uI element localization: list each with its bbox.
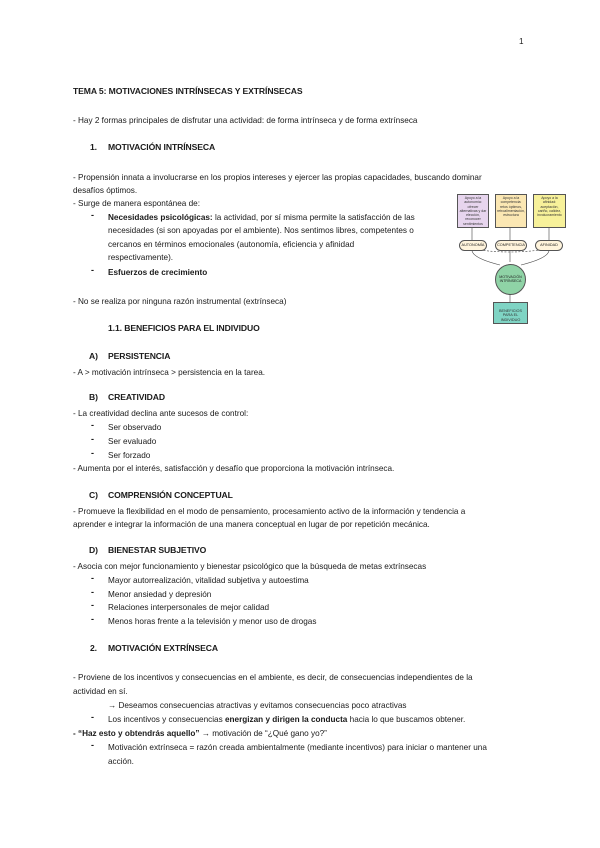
- bullet-dash: -: [91, 712, 94, 722]
- bullet-needs-bold: Necesidades psicológicas:: [108, 213, 213, 222]
- subsection-a-heading: PERSISTENCIA: [108, 351, 171, 361]
- list-item: Relaciones interpersonales de mejor calidad: [108, 603, 270, 612]
- diagram-box-benefits: BENEFICIOS PARA EL INDIVIDUO: [493, 302, 528, 324]
- subsection-heading: 1.1. BENEFICIOS PARA EL INDIVIDUO: [108, 323, 260, 333]
- subsection-a-label: A): [89, 351, 98, 361]
- diagram-pill-affinity: AFINIDAD: [535, 240, 563, 251]
- quote-bold: - “Haz esto y obtendrás aquello”: [73, 729, 200, 738]
- bullet-growth: Esfuerzos de crecimiento: [108, 268, 208, 277]
- quote-rest: → motivación de “¿Qué gano yo?”: [199, 729, 327, 738]
- quote-line: [73, 727, 327, 741]
- list-item: Menor ansiedad y depresión: [108, 590, 212, 599]
- bullet-dash: -: [91, 573, 94, 583]
- s2-paragraph-line: - Proviene de los incentivos y consecuencias en el ambiente, es decir, de consecuencias independientes de la: [73, 673, 473, 682]
- bullet-incentives-post: hacia lo que buscamos obtener.: [347, 715, 466, 724]
- s1-paragraph-line: - No se realiza por ninguna razón instrumental (extrínseca): [73, 297, 287, 306]
- bullet-dash: -: [91, 265, 94, 275]
- bullet-extrinsic-line: Motivación extrínseca = razón creada ambientalmente (mediante incentivos) para iniciar o mantener una: [108, 743, 487, 752]
- bullet-incentives-pre: Los incentivos y consecuencias: [108, 715, 225, 724]
- subsection-c-line: aprender e integrar la información de una manera conceptual en lugar de por repetición mecánica.: [73, 520, 430, 529]
- bullet-needs-line: respectivamente).: [108, 253, 174, 262]
- subsection-c-heading: COMPRENSIÓN CONCEPTUAL: [108, 490, 233, 500]
- subsection-d-label: D): [89, 545, 98, 555]
- page-number: 1: [519, 37, 524, 46]
- list-item: Mayor autorrealización, vitalidad subjetiva y autoestima: [108, 576, 309, 585]
- bullet-needs: [108, 211, 415, 225]
- subsection-b-heading: CREATIVIDAD: [108, 392, 165, 402]
- bullet-needs-line: cercanos en términos emocionales (autonomía, eficiencia y afinidad: [108, 240, 355, 249]
- section-1-heading: MOTIVACIÓN INTRÍNSECA: [108, 142, 216, 152]
- bullet-dash: -: [91, 420, 94, 430]
- motivation-diagram: [455, 192, 570, 327]
- bullet-dash: -: [91, 448, 94, 458]
- diagram-pill-autonomy: AUTONOMÍA: [459, 240, 487, 251]
- subsection-d-text: - Asocia con mejor funcionamiento y bienestar psicológico que la búsqueda de metas extrínsecas: [73, 562, 427, 571]
- bullet-needs-line: necesidades (si son apoyadas por el ambiente). Nos sentimos libres, competentes o: [108, 226, 414, 235]
- subsection-d-heading: BIENESTAR SUBJETIVO: [108, 545, 207, 555]
- s1-paragraph-line: - Surge de manera espontánea de:: [73, 199, 200, 208]
- bullet-dash: -: [91, 210, 94, 220]
- subsection-b-label: B): [89, 392, 98, 402]
- diagram-pill-competence: COMPETENCIA: [495, 240, 527, 251]
- subsection-a-text: - A > motivación intrínseca > persistencia en la tarea.: [73, 368, 266, 377]
- subsection-b-text: - La creatividad declina ante sucesos de control:: [73, 409, 249, 418]
- subsection-c-line: - Promueve la flexibilidad en el modo de pensamiento, procesamiento activo de la información y tendencia a: [73, 507, 466, 516]
- s1-paragraph-line: - Propensión innata a involucrarse en los propios intereses y ejercer las propias capacidades, buscando dominar: [73, 173, 482, 182]
- page-title: TEMA 5: MOTIVACIONES INTRÍNSECAS Y EXTRÍNSECAS: [73, 86, 303, 96]
- section-1-number: 1.: [90, 142, 97, 152]
- s2-arrow-line: → Deseamos consecuencias atractivas y evitamos consecuencias poco atractivas: [108, 701, 407, 710]
- section-2-number: 2.: [90, 643, 97, 653]
- diagram-box-autonomy-support: Apoyo a la autonomía: ofrecer alternativas y dar elección, reconocer sentimientos: [457, 194, 489, 228]
- bullet-dash: -: [91, 434, 94, 444]
- list-item: Menos horas frente a la televisión y menor uso de drogas: [108, 617, 317, 626]
- bullet-dash: -: [91, 600, 94, 610]
- bullet-incentives-bold: energizan y dirigen la conducta: [224, 715, 348, 724]
- list-item: Ser observado: [108, 423, 162, 432]
- list-item: Ser evaluado: [108, 437, 157, 446]
- subsection-b-after: - Aumenta por el interés, satisfacción y desafío que proporciona la motivación intrínseca.: [73, 464, 395, 473]
- diagram-circle-intrinsic: MOTIVACIÓN INTRÍNSECA: [495, 264, 526, 295]
- bullet-dash: -: [91, 614, 94, 624]
- list-item: Ser forzado: [108, 451, 151, 460]
- bullet-dash: -: [91, 740, 94, 750]
- bullet-incentives: [108, 713, 465, 727]
- subsection-c-label: C): [89, 490, 98, 500]
- bullet-extrinsic-line: acción.: [108, 757, 134, 766]
- bullet-needs-text: la actividad, por sí misma permite la satisfacción de las: [212, 213, 415, 222]
- diagram-box-affinity-support: Apoyo a la afinidad: aceptación, cariño, calidez, involucramiento: [533, 194, 566, 228]
- s1-paragraph-line: desafíos óptimos.: [73, 186, 138, 195]
- intro-text: - Hay 2 formas principales de disfrutar una actividad: de forma intrínseca y de forma extrínseca: [73, 116, 418, 125]
- section-2-heading: MOTIVACIÓN EXTRÍNSECA: [108, 643, 218, 653]
- bullet-dash: -: [91, 587, 94, 597]
- s2-paragraph-line: actividad en sí.: [73, 687, 128, 696]
- diagram-box-competence-support: Apoyo a la competencia: retos óptimos, retroalimentación, estructura: [495, 194, 527, 228]
